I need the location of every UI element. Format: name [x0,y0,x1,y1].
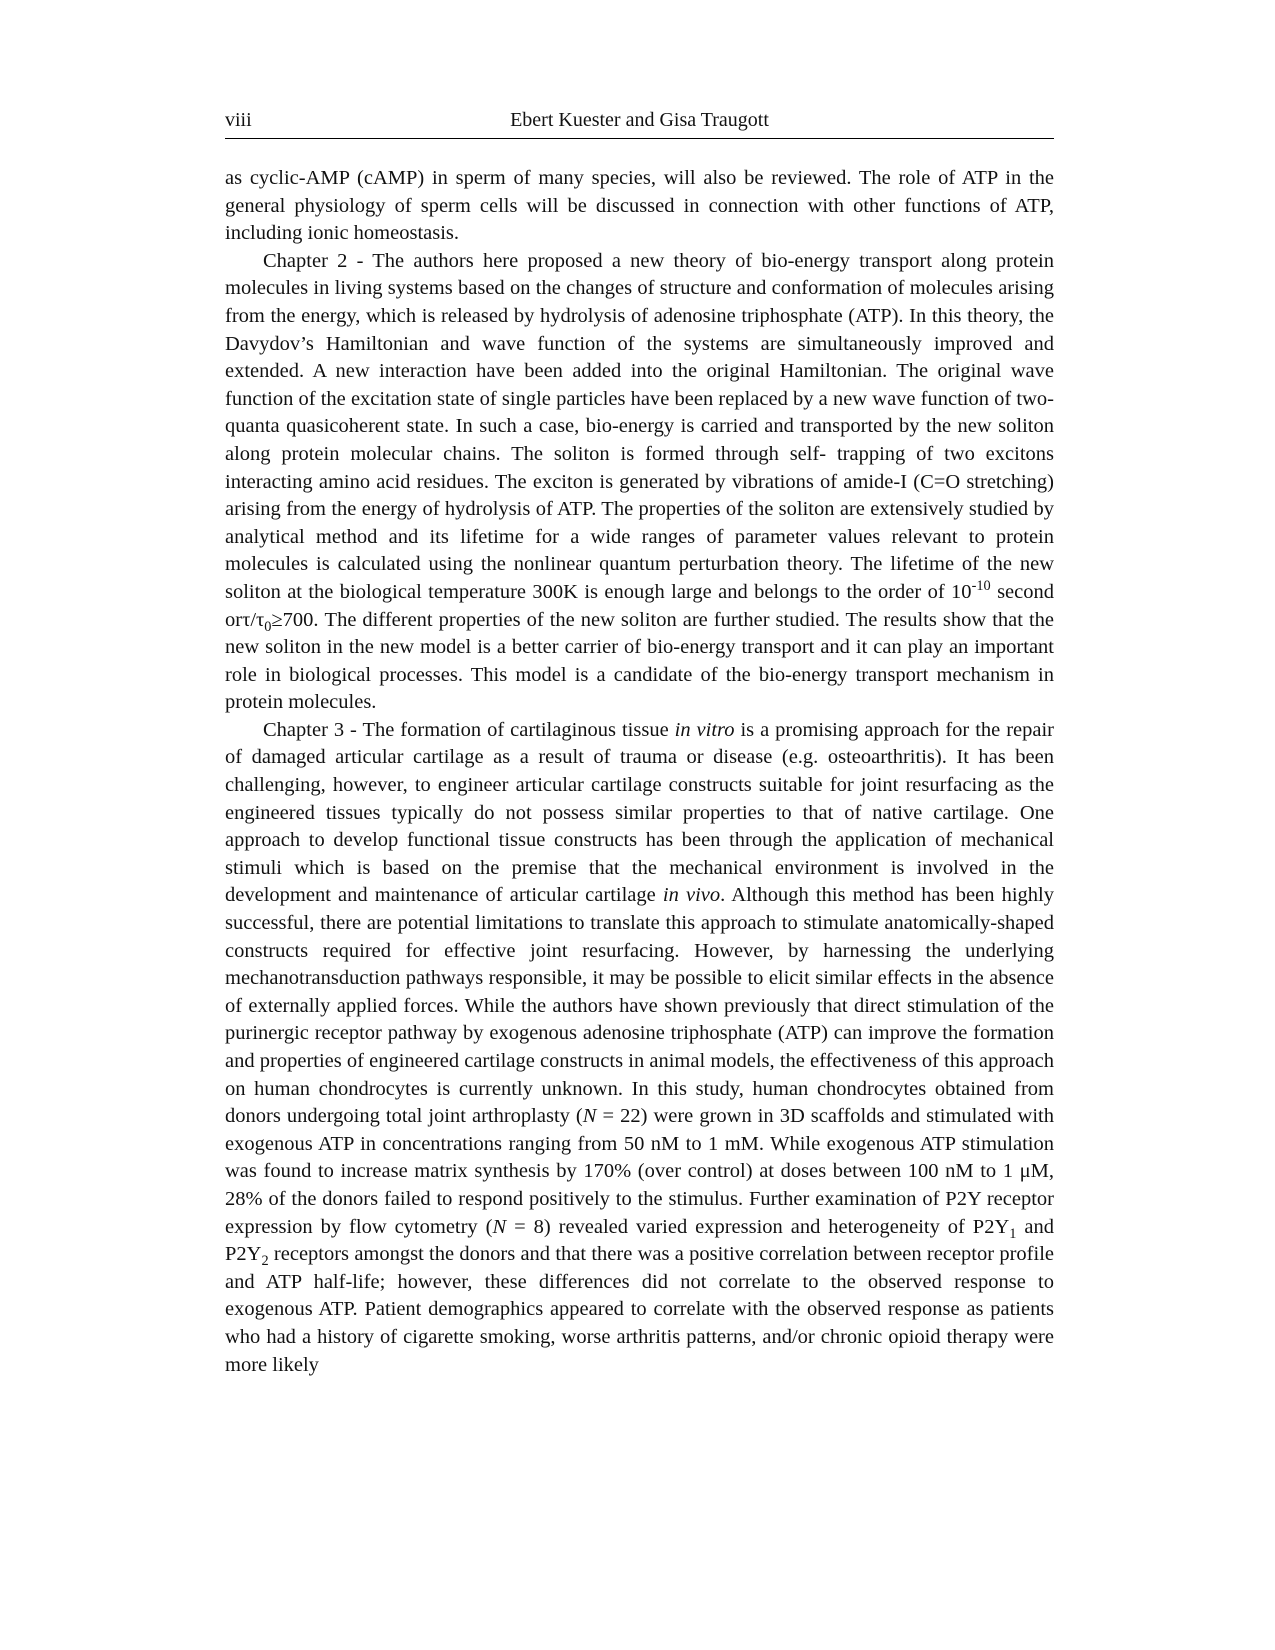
paragraph-continuation: as cyclic-AMP (cAMP) in sperm of many species, will also be reviewed. The role of ATP in the general physiology of sperm cells will be discussed in connection with other functions of ATP, including ionic homeostasis. [225,167,1054,245]
text-run: = 8) revealed varied expression and heterogeneity of P2Y [506,1215,1010,1238]
page-header [225,106,1054,139]
italic-symbol: N [582,1105,597,1128]
text-run: Chapter 2 - The authors here proposed a new theory of bio-energy transport along protein molecules in living systems based on the changes of structure and conformation of molecules arising from the energy, which is released by hydrolysis of adenosine triphosphate (ATP). In this theory, the Davydov’s Hamiltonian and wave function of the systems are simultaneously improved and extended. A new interaction have been added into the original Hamiltonian. The original wave function of the excitation state of single particles have been replaced by a new wave function of two-quanta quasicoherent state. In such a case, bio-energy is carried and transported by the new soliton along protein molecular chains. The soliton is formed through self- trapping of two excitons interacting amino acid residues. The exciton is generated by vibrations of amide-I (C=O stretching) arising from the energy of hydrolysis of ATP. The properties of the soliton are extensively studied by analytical method and its lifetime for a wide ranges of parameter values relevant to protein molecules is calculated using the nonlinear quantum perturbation theory. The lifetime of the new soliton at the biological temperature 300K is enough large and belongs to the order of 10 [225,249,1054,603]
subscript: 2 [261,1253,269,1270]
running-title: Ebert Kuester and Gisa Traugott [510,109,769,131]
subscript: 1 [1009,1225,1017,1242]
superscript: -10 [971,578,991,595]
text-run: is a promising approach for the repair of damaged articular cartilage as a result of trauma or disease (e.g. osteoarthritis). It has been challenging, however, to engineer articular cartilage constructs suitable for joint resurfacing as the engineered tissues typically do not possess similar properties to that of native cartilage. One approach to develop functional tissue constructs has been through the application of mechanical stimuli which is based on the premise that the mechanical environment is involved in the development and maintenance of articular cartilage [225,718,1055,907]
text-run: Chapter 3 - The formation of cartilaginous tissue [263,718,675,741]
italic-symbol: N [492,1215,507,1238]
italic-term: in vivo [662,884,721,907]
paragraph-chapter-3 [225,717,1054,1379]
italic-term: in vitro [674,718,735,741]
text-run: = 22) were grown in 3D scaffolds and stimulated with exogenous ATP in concentrations ranging from 50 nM to 1 mM. While exogenous ATP stimulation was found to increase matrix synthesis by 170% (over control) at doses between 100 nM to 1 μM, 28% of the donors failed to respond positively to the stimulus. Further examination of P2Y receptor expression by flow cytometry ( [225,1105,1054,1238]
text-run: ≥700. The different properties of the new soliton are further studied. The results show that the new soliton in the new model is a better carrier of bio-energy transport and it can play an important role in biological processes. This model is a candidate of the bio-energy transport mechanism in protein molecules. [225,608,1054,714]
text-run: second orτ/τ [225,580,1054,631]
page-number: viii [225,109,252,131]
text-run: and P2Y [225,1215,1054,1266]
subscript: 0 [264,618,272,635]
text-run: receptors amongst the donors and that there was a positive correlation between receptor profile and ATP half-life; however, these differences did not correlate to the observed response to exogenous ATP. Patient demographics appeared to correlate with the observed response as patients who had a history of cigarette smoking, worse arthritis patterns, and/or chronic opioid therapy were more likely [225,1243,1054,1376]
text-run: . Although this method has been highly successful, there are potential limitations to translate this approach to stimulate anatomically-shaped constructs required for effective joint resurfacing. However, by harnessing the underlying mechanotransduction pathways responsible, it may be possible to elicit similar effects in the absence of externally applied forces. While the authors have shown previously that direct stimulation of the purinergic receptor pathway by exogenous adenosine triphosphate (ATP) can improve the formation and properties of engineered cartilage constructs in animal models, the effectiveness of this approach on human chondrocytes is currently unknown. In this study, human chondrocytes obtained from donors undergoing total joint arthroplasty ( [225,884,1054,1128]
body-text [225,165,1054,1379]
paragraph-chapter-2 [225,248,1054,717]
